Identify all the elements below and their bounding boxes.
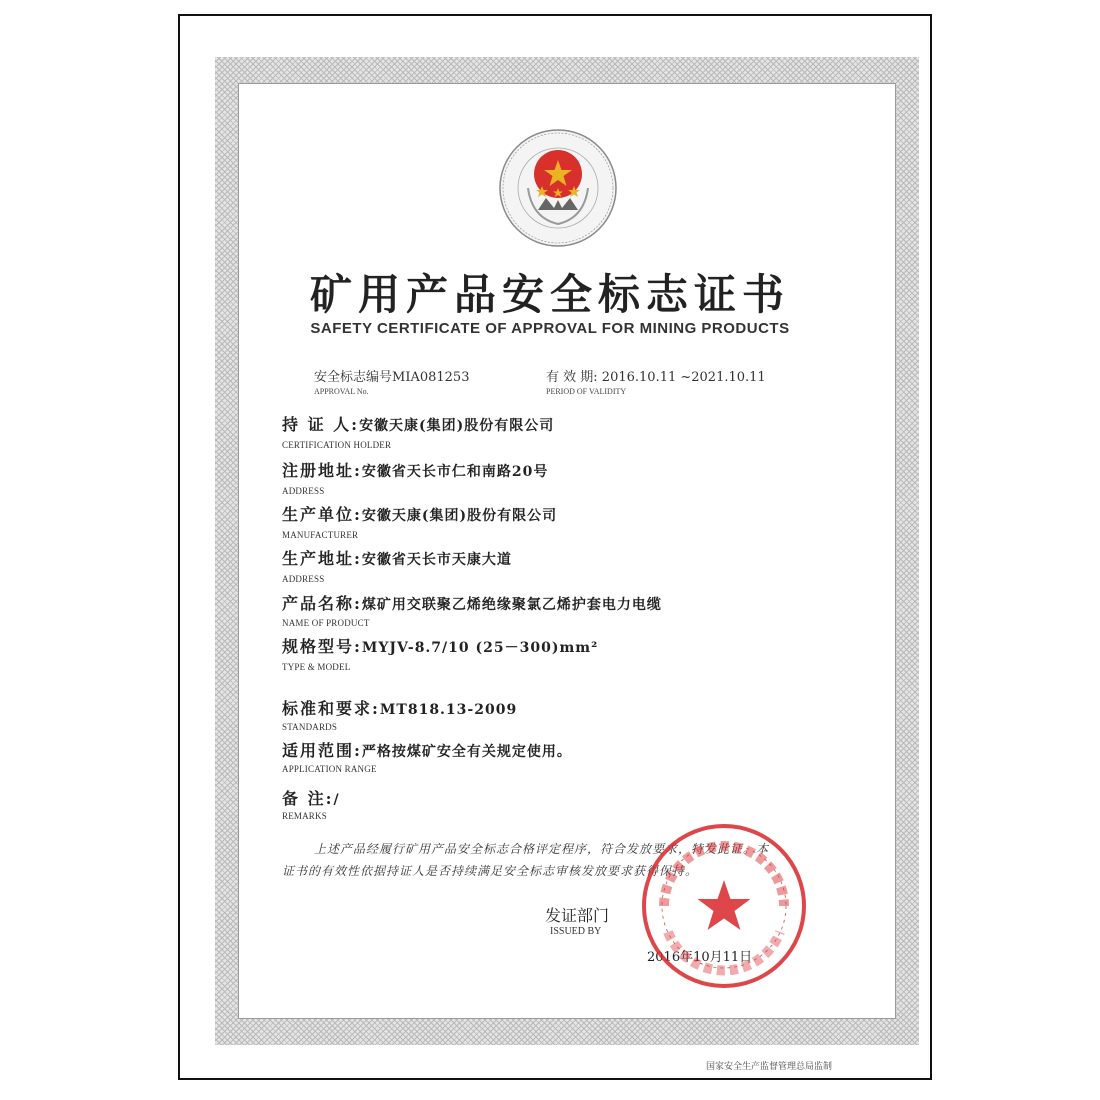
field-label-en: MANUFACTURER [282, 530, 359, 540]
approval-label-en: APPROVAL No. [314, 387, 369, 396]
issued-by-cn: 发证部门 [545, 906, 610, 925]
field-label-cn: 生产地址: [282, 549, 362, 568]
field-label-cn: 适用范围: [282, 741, 362, 760]
field-label-cn: 标准和要求: [282, 699, 380, 718]
field-label-en: REMARKS [282, 811, 327, 821]
statement-line-1: 上述产品经履行矿用产品安全标志合格评定程序，符合发放要求，特发此证。本 [314, 842, 770, 856]
issued-by-en: ISSUED BY [550, 926, 602, 937]
field-label-cn: 备 注: [282, 789, 334, 808]
field-value: MYJV-8.7/10 (25－300)mm² [361, 640, 599, 656]
field-label-en: APPLICATION RANGE [282, 764, 377, 774]
field-label-en: STANDARDS [282, 722, 338, 732]
field-label-en: ADDRESS [282, 486, 325, 496]
field-label-en: ADDRESS [282, 574, 325, 584]
approval-number: MIA081253 [392, 370, 470, 385]
validity-label-en: PERIOD OF VALIDITY [546, 387, 627, 396]
field-row-type-model [282, 634, 598, 657]
field-row-remarks [282, 786, 340, 809]
statement-line-2: 证书的有效性依据持证人是否持续满足安全标志审核发放要求获得保持。 [282, 864, 699, 878]
field-row-manufacturer [282, 502, 557, 525]
footer-issuer: 国家安全生产监督管理总局监制 [706, 1062, 833, 1072]
approval-number-row [314, 366, 469, 385]
field-row-holder [282, 412, 554, 435]
validity-value: 2016.10.11 ~2021.10.11 [601, 370, 766, 385]
field-row-application-range [282, 738, 572, 761]
field-label-cn: 产品名称: [282, 594, 362, 613]
field-row-address [282, 458, 548, 481]
approval-label-cn: 安全标志编号 [314, 370, 393, 385]
field-label-cn: 持 证 人: [282, 415, 360, 434]
field-value: / [333, 792, 340, 808]
field-value: 安徽省天长市仁和南路20号 [361, 464, 549, 480]
issue-date: 2016年10月11日 [647, 950, 753, 965]
validity-label-cn: 有 效 期: [546, 370, 598, 385]
field-value: 严格按煤矿安全有关规定使用。 [361, 744, 572, 760]
field-label-en: NAME OF PRODUCT [282, 618, 370, 628]
field-value: 安徽天康(集团)股份有限公司 [359, 418, 555, 434]
field-value: 安徽天康(集团)股份有限公司 [361, 508, 558, 524]
field-label-cn: 规格型号: [282, 637, 362, 656]
field-row-product-name [282, 591, 662, 614]
field-label-en: TYPE & MODEL [282, 662, 351, 672]
field-row-production-address [282, 546, 512, 569]
field-value: 安徽省天长市天康大道 [361, 552, 512, 568]
field-value: MT818.13-2009 [379, 702, 518, 718]
certificate-title-en: SAFETY CERTIFICATE OF APPROVAL FOR MINING PRODUCTS [310, 320, 790, 337]
field-label-cn: 注册地址: [282, 461, 362, 480]
certificate-title-cn: 矿用产品安全标志证书 [309, 270, 790, 319]
emblem-icon [498, 128, 618, 248]
field-value: 煤矿用交联聚乙烯绝缘聚氯乙烯护套电力电缆 [361, 597, 662, 613]
field-label-en: CERTIFICATION HOLDER [282, 440, 392, 450]
official-seal-icon [640, 822, 808, 990]
field-row-standards [282, 696, 517, 719]
validity-row [546, 366, 766, 385]
field-label-cn: 生产单位: [282, 505, 362, 524]
